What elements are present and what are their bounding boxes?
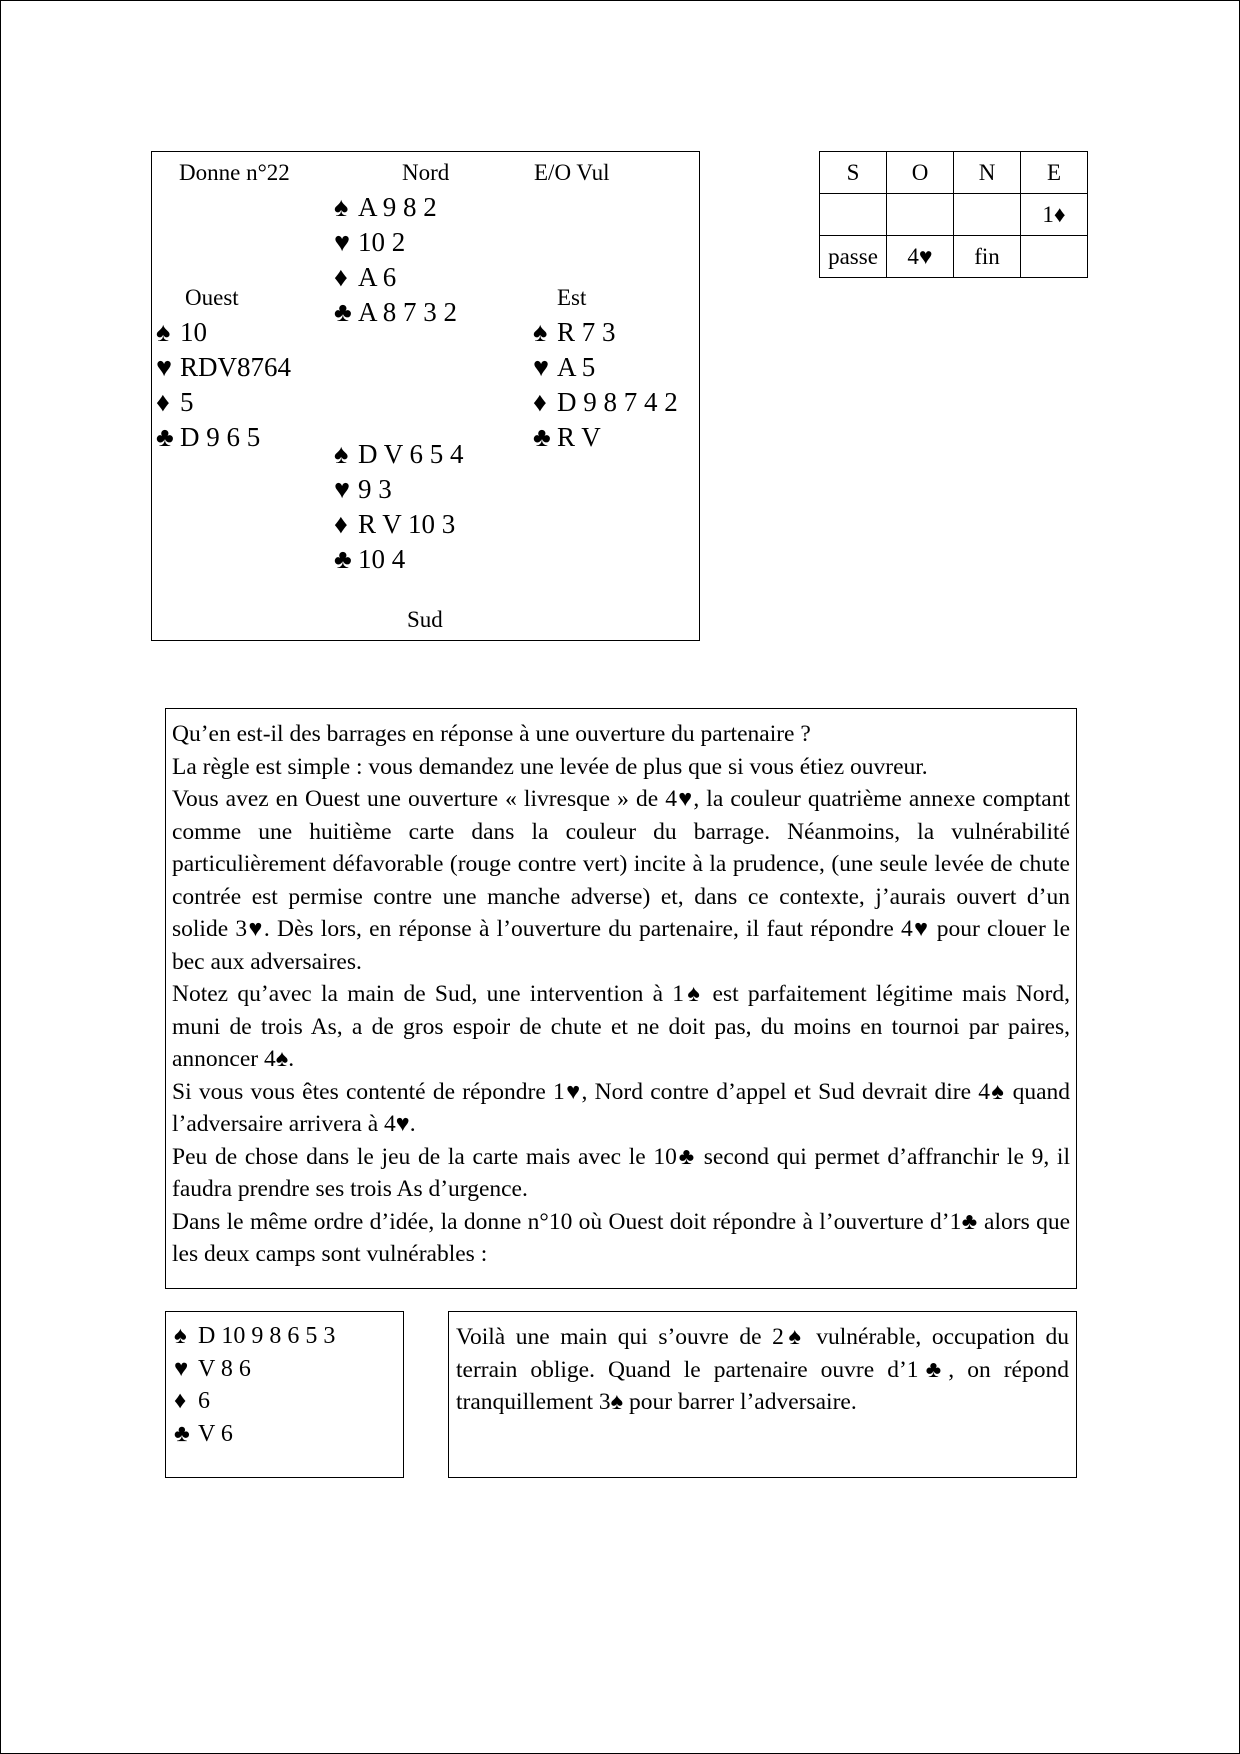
example-diamonds: 6 bbox=[198, 1388, 210, 1414]
east-hand bbox=[533, 315, 678, 455]
bid-cell: 4♥ bbox=[887, 236, 954, 278]
diamond-icon: ♦ bbox=[533, 387, 547, 417]
spade-icon: ♠ bbox=[174, 1323, 187, 1349]
west-diamonds: 5 bbox=[180, 387, 194, 417]
east-hearts: A 5 bbox=[557, 352, 596, 382]
bid-cell bbox=[887, 194, 954, 236]
heart-icon: ♥ bbox=[334, 227, 351, 257]
east-spades: R 7 3 bbox=[557, 317, 616, 347]
club-icon: ♣ bbox=[174, 1420, 190, 1447]
deal-title: Donne n°22 bbox=[179, 160, 290, 185]
bidding-header-south: S bbox=[820, 152, 887, 194]
north-label: Nord bbox=[402, 160, 450, 185]
east-diamonds: D 9 8 7 4 2 bbox=[557, 387, 678, 417]
example-spades: D 10 9 8 6 5 3 bbox=[198, 1323, 336, 1349]
heart-icon: ♥ bbox=[533, 352, 550, 382]
commentary-paragraph: Vous avez en Ouest une ouverture « livresque » de 4♥, la couleur quatrième annexe comptant comme une huitième carte dans la couleur du barrage. Néanmoins, la vulnérabilité particulièrement défavorable (rouge contre vert) incite à la prudence, (une seule levée de chute contrée est permise contre une manche adverse) et, dans ce contexte, j’aurais ouvert d’un solide 3♥. Dès lors, en réponse à l’ouverture du partenaire, il faut répondre 4♥ pour clouer le bec aux adversaires. bbox=[172, 786, 1070, 975]
commentary-paragraph: Peu de chose dans le jeu de la carte mais avec le 10♣ second qui permet d’affranchir le 9, il faudra prendre ses trois As d’urgence. bbox=[172, 1143, 1070, 1202]
south-hearts: 9 3 bbox=[358, 474, 392, 504]
north-clubs: A 8 7 3 2 bbox=[358, 297, 458, 327]
commentary-paragraph: Si vous vous êtes contenté de répondre 1♥, Nord contre d’appel et Sud devrait dire 4♠ quand l’adversaire arrivera à 4♥. bbox=[172, 1078, 1070, 1137]
diamond-icon: ♦ bbox=[156, 387, 170, 417]
club-icon: ♣ bbox=[334, 544, 352, 574]
diamond-icon: ♦ bbox=[334, 509, 348, 539]
spade-icon: ♠ bbox=[334, 192, 349, 222]
example-hand-box bbox=[165, 1311, 404, 1478]
spade-icon: ♠ bbox=[533, 317, 548, 347]
commentary-paragraph: La règle est simple : vous demandez une levée de plus que si vous étiez ouvreur. bbox=[172, 753, 928, 780]
north-diamonds: A 6 bbox=[358, 262, 397, 292]
south-diamonds: R V 10 3 bbox=[358, 509, 456, 539]
diamond-icon: ♦ bbox=[334, 262, 348, 292]
spade-icon: ♠ bbox=[334, 439, 349, 469]
example-note-box bbox=[448, 1311, 1077, 1478]
club-icon: ♣ bbox=[533, 422, 551, 452]
west-clubs: D 9 6 5 bbox=[180, 422, 261, 452]
bid-cell: fin bbox=[954, 236, 1021, 278]
bid-cell bbox=[1021, 236, 1088, 278]
bid-cell: passe bbox=[820, 236, 887, 278]
south-hand bbox=[334, 437, 464, 577]
commentary-box bbox=[165, 708, 1077, 1289]
bidding-header-row bbox=[820, 152, 1088, 194]
south-label: Sud bbox=[407, 607, 443, 632]
club-icon: ♣ bbox=[334, 297, 352, 327]
commentary-paragraph: Notez qu’avec la main de Sud, une intervention à 1♠ est parfaitement légitime mais Nord, muni de trois As, a de gros espoir de chute et ne doit pas, du moins en tournoi par paires, annoncer 4♠. bbox=[172, 981, 1070, 1072]
west-hand bbox=[156, 315, 291, 455]
south-clubs: 10 4 bbox=[358, 544, 406, 574]
heart-icon: ♥ bbox=[174, 1355, 189, 1382]
bidding-header-east: E bbox=[1021, 152, 1088, 194]
commentary-paragraph: Dans le même ordre d’idée, la donne n°10 où Ouest doit répondre à l’ouverture d’1♣ alors que les deux camps sont vulnérables : bbox=[172, 1208, 1070, 1267]
bidding-table bbox=[819, 151, 1088, 278]
diamond-icon: ♦ bbox=[174, 1388, 187, 1414]
example-hearts: V 8 6 bbox=[198, 1355, 251, 1382]
bid-cell bbox=[954, 194, 1021, 236]
club-icon: ♣ bbox=[156, 422, 174, 452]
south-spades: D V 6 5 4 bbox=[358, 439, 464, 469]
north-hearts: 10 2 bbox=[358, 227, 406, 257]
example-note: Voilà une main qui s’ouvre de 2♠ vulnérable, occupation du terrain oblige. Quand le partenaire ouvre d’1♣, on répond tranquillement 3♠ pour barrer l’adversaire. bbox=[456, 1324, 1069, 1415]
east-label: Est bbox=[557, 285, 587, 310]
bid-cell: 1♦ bbox=[1021, 194, 1088, 236]
west-spades: 10 bbox=[180, 317, 207, 347]
bid-cell bbox=[820, 194, 887, 236]
vulnerability-label: E/O Vul bbox=[534, 160, 610, 185]
bidding-row bbox=[820, 194, 1088, 236]
bidding-header-west: O bbox=[887, 152, 954, 194]
east-clubs: R V bbox=[557, 422, 601, 452]
deal-diagram bbox=[151, 151, 700, 641]
bidding-row bbox=[820, 236, 1088, 278]
west-hearts: RDV8764 bbox=[180, 352, 292, 382]
north-spades: A 9 8 2 bbox=[358, 192, 437, 222]
bidding-header-north: N bbox=[954, 152, 1021, 194]
heart-icon: ♥ bbox=[156, 352, 173, 382]
example-clubs: V 6 bbox=[198, 1420, 233, 1447]
north-hand bbox=[334, 190, 457, 330]
commentary-paragraph: Qu’en est-il des barrages en réponse à une ouverture du partenaire ? bbox=[172, 721, 811, 747]
heart-icon: ♥ bbox=[334, 474, 351, 504]
spade-icon: ♠ bbox=[156, 317, 171, 347]
west-label: Ouest bbox=[185, 285, 239, 310]
